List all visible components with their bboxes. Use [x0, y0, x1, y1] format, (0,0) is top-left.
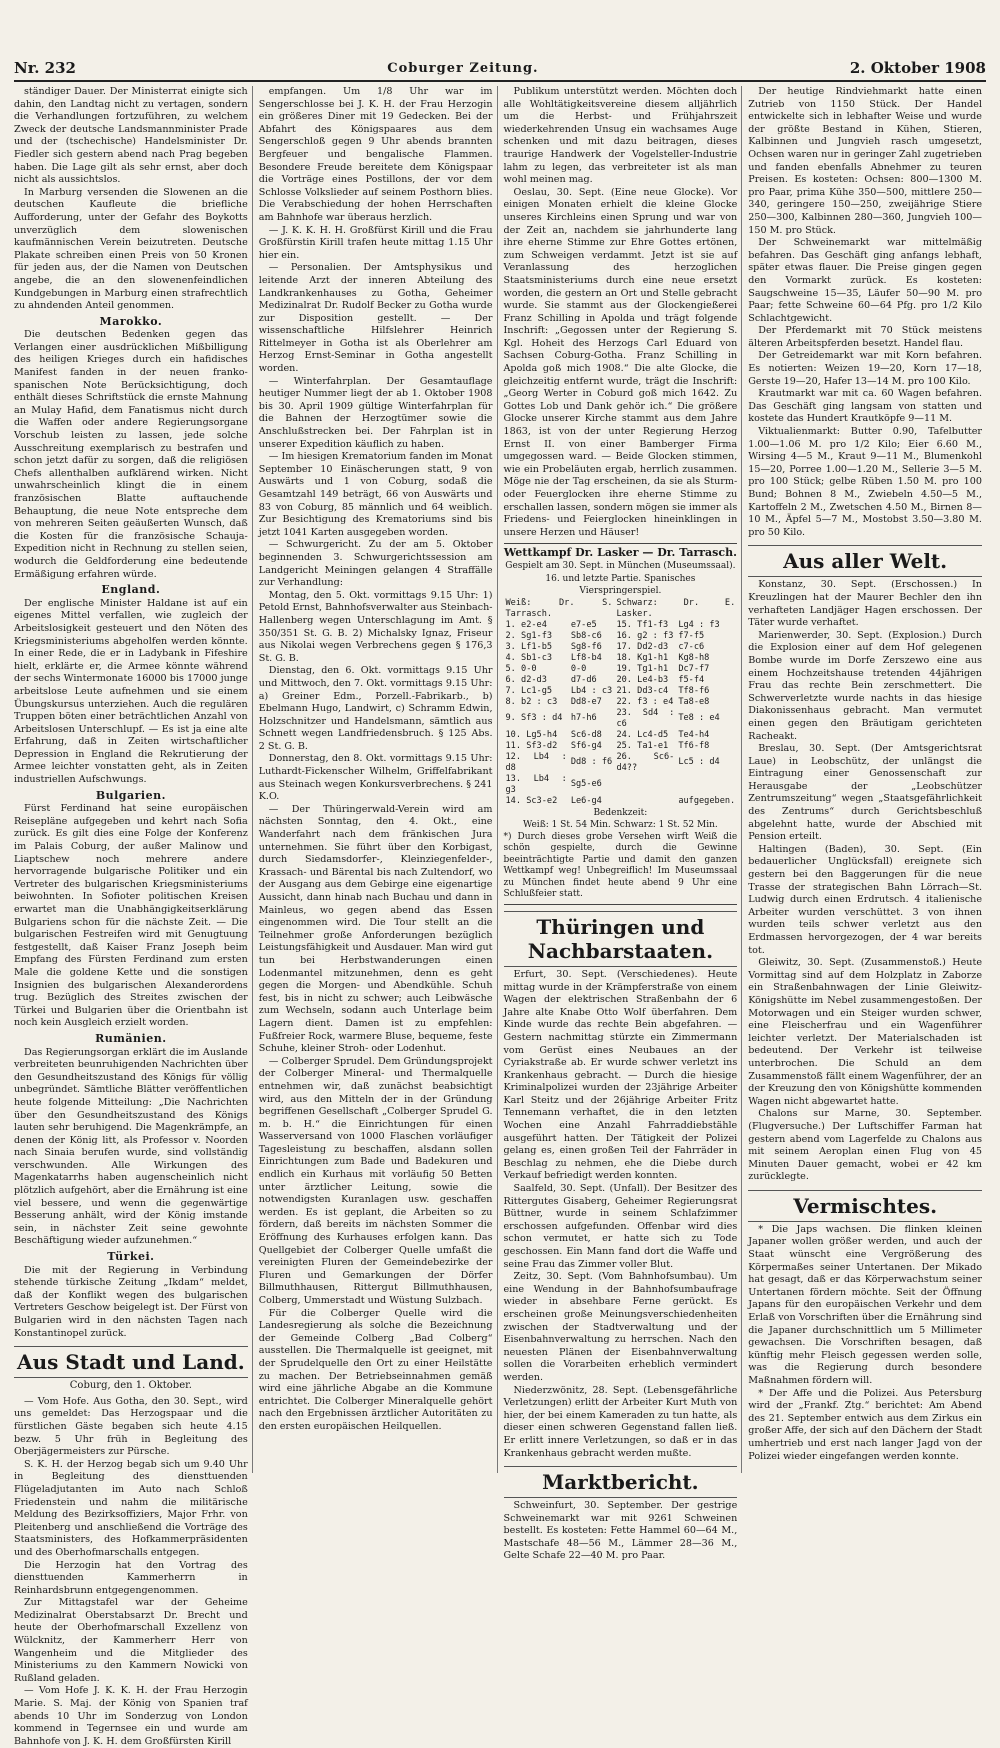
section-heading-bulgarien: Bulgarien.	[95, 788, 166, 802]
article-paragraph: * Die Japs wachsen. Die flinken kleinen Japaner wollen größer werden, und auch der Staat wünscht eine Vergrößerung des Körpermaßes seiner Untertanen. Der Mikado hat gesagt, daß er das Körperwachstum seiner Untertanen fördern möchte. Seit der Öffnung Japans für den europäischen Verkehr und dem Erlaß von Vorschriften über die Ernährung sind die Japaner durchschnittlich um 5 Millimeter gewachsen. Die Vorschriften besagen, daß künftig mehr Fleisch gegessen werden solle, was die Regierung durch besondere Maßnahmen fördern will.	[748, 1223, 982, 1386]
chess-white-player: Weiß: Dr. S. Tarrasch.	[505, 597, 613, 619]
chess-move-cell: 5. 0-0	[505, 663, 537, 674]
chess-move-cell: f7-f5	[678, 630, 705, 641]
article-paragraph: Chalons sur Marne, 30. September. (Flugversuche.) Der Luftschiffer Farman hat gestern abend vom Lagerfelde zu Chalons aus mit seinem Aeroplan einen Flug von 45 Minuten Dauer gemacht, wobei er 42 km zurücklegte.	[748, 1108, 982, 1183]
section-heading-vermischtes: Vermischtes.	[748, 1190, 982, 1222]
article-paragraph: — Colberger Sprudel. Dem Gründungsprojekt der Colberger Mineral- und Thermalquelle entnehmen wir, daß zunächst beabsichtigt wird, aus den Mitteln der in der Gründung begriffenen Gesellschaft „Colberger Sprudel G. m. b. H.“ die Einrichtungen für einen Wasserversand von 1000 Flaschen vorläufiger Tagesleistung zu beschaffen, alsdann sollen Einrichtungen zum Bade und Badekuren und endlich ein Kurhaus mit vorläufig 50 Betten unter ärztlicher Leitung, sowie die notwendigsten Kuranlagen usw. geschaffen werden. Es ist geplant, die Arbeiten so zu fördern, daß bereits im nächsten Sommer die Eröffnung des Kurhauses erfolgen kann. Das Quellgebiet der Colberger Quelle umfaßt die vereinigten Fluren der Gemeindebezirke der Fluren und Gemarkungen der Dörfer Billmuthhausen, Rittergut Billmuthhausen, Colberg, Ummerstadt und Wüstung Sulzbach.	[258, 1055, 493, 1306]
issue-date: 2. Oktober 1908	[849, 59, 986, 77]
chess-move-cell: Lc5 : d4	[678, 757, 720, 768]
article-paragraph: Die Herzogin hat den Vortrag des diensttuenden Kammerherrn in Reinhardsbrunn entgegengenommen.	[14, 1559, 248, 1596]
article-paragraph: — Vom Hofe. Aus Gotha, den 30. Sept., wird uns gemeldet: Das Herzogspaar und die fürstlichen Gäste begaben sich heute 4.15 bezw. 5 Uhr früh in Begleitung des Oberjägermeisters zur Pürsche.	[14, 1395, 248, 1458]
chess-move-cell: c7-c6	[678, 641, 705, 652]
chess-move-cell: 7. Lc1-g5	[505, 685, 553, 696]
chess-move-cell: Dd8 : f6	[570, 757, 613, 768]
section-heading-stadt-land: Aus Stadt und Land.	[14, 1346, 248, 1378]
section-heading-thueringen: Thüringen und Nachbarstaaten.	[504, 911, 738, 967]
article-paragraph: Konstanz, 30. Sept. (Erschossen.) In Kreuzlingen hat der Maurer Bechler den ihn verhafteten Landjäger Hagen erschossen. Der Täter wurde verhaftet.	[748, 579, 982, 629]
column-4	[748, 86, 986, 1473]
chess-move-cell: Sf6-g4	[570, 740, 602, 751]
article-paragraph: — Winterfahrplan. Der Gesamtauflage heutiger Nummer liegt der ab 1. Oktober 1908 bis 30. April 1909 gültige Winterfahrplan für die Bahnen der Herzogtümer sowie die Anschlußstrecken bei. Der Fahrplan ist in unserer Expedition käuflich zu haben.	[258, 375, 493, 450]
article-paragraph: — Vom Hofe J. K. K. H. der Frau Herzogin Marie. S. Maj. der König von Spanien traf abends 10 Uhr im Sonderzug von London kommend in Tegernsee ein und wurde am Bahnhofe von J. K. H. dem Großfürsten Kirill	[14, 1685, 248, 1747]
chess-black-player: Schwarz: Dr. E. Lasker.	[616, 597, 736, 619]
chess-move-cell: 13. Lb4 : g3	[505, 773, 567, 795]
chess-move-cell: Lg4 : f3	[678, 619, 720, 630]
article-paragraph: Zeitz, 30. Sept. (Vom Bahnhofsumbau). Um eine Wendung in der Bahnhofsumbaufrage wieder in absehbare Ferne gerückt. Es erscheinen große Meinungsverschiedenheiten zwischen der Stadtverwaltung und der Eisenbahnverwaltung zu herrschen. Nach den neuesten Plänen der Eisenbahnverwaltung sollen die Vorarbeiten erheblich vermindert werden.	[503, 1271, 738, 1383]
dateline: Coburg, den 1. Oktober.	[69, 1380, 192, 1392]
chess-move-row	[504, 774, 738, 796]
chess-move-cell: 23. Sd4 : c6	[616, 707, 675, 729]
chess-move-row	[504, 653, 738, 664]
chess-info: Gespielt am 30. Sept. in München (Museumssaal).	[505, 560, 736, 571]
chess-move-cell: Sg8-f6	[570, 641, 602, 652]
chess-move-cell: 10. Lg5-h4	[505, 729, 558, 740]
article-paragraph: Der Schweinemarkt war mittelmäßig befahren. Das Geschäft ging anfangs lebhaft, später etwas flauer. Die Preise gingen gegen den Vormarkt zurück. Es kosteten: Saugschweine 15—35, Läufer 50—90 M. pro Paar; fette Schweine 60—64 Pfg. pro 1/2 Kilo Schlachtgewicht.	[748, 237, 982, 324]
article-paragraph: Zur Mittagstafel war der Geheime Medizinalrat Oberstabsarzt Dr. Brecht und heute der Oberhofmarschall Exzellenz von Wülcknitz, der Kammerherr Herr von Wangenheim und die Mitglieder des Ministeriums zu den Kammern Nowicki von Rußland geladen.	[14, 1597, 248, 1684]
article-paragraph: Die deutschen Bedenken gegen das Verlangen einer ausdrücklichen Mißbilligung des heiligen Krieges durch ein hafidisches Manifest fanden in der neuen franko-spanischen Note Berücksichtigung, doch enthält dieses Schriftstück die ernste Mahnung an Mulay Hafid, dem Fanatismus nicht durch die Waffen oder andere Regierungsorgane Vorschub leisten zu lassen, jede solche Ausschreitung exemplarisch zu bestrafen und schon jetzt dafür zu sorgen, daß die religiösen Chefs allenthalben aufklärend wirken. Nicht unwahrscheinlich klingt die in einem französischen Blatte auftauchende Behauptung, die neue Note entspreche dem von mehreren Seiten geäußerten Wunsch, daß die Kosten für die französische Schauja-Expedition nicht in Rechnung zu stellen seien, wodurch die Geldforderung eine bedeutende Ermäßigung erfahren würde.	[14, 329, 248, 580]
chess-move-cell: f5-f4	[678, 674, 705, 685]
chess-move-cell: 8. b2 : c3	[505, 696, 558, 707]
chess-move-cell: 24. Lc4-d5	[616, 729, 669, 740]
masthead	[14, 58, 986, 78]
chess-moves-table	[504, 598, 738, 807]
article-paragraph: Gleiwitz, 30. Sept. (Zusammenstoß.) Heute Vormittag sind auf dem Holzplatz in Zaborze ein Straßenbahnwagen der Linie Gleiwitz-Königshütte im Nebel zusammengestoßen. Der Motorwagen und ein Steiger wurden schwer, eine Fleischerfrau und ein Wagenführer leichter verletzt. Der Materialschaden ist bedeutend. Der Verkehr ist teilweise unterbrochen. Die Schuld an dem Zusammenstoß fällt einem Wagenführer, der an der Kreuzung den von Königshütte kommenden Wagen nicht abgewartet hatte.	[748, 957, 982, 1107]
column-2	[259, 86, 498, 1473]
article-paragraph: Der Getreidemarkt war mit Korn befahren. Es notierten: Weizen 19—20, Korn 17—18, Gerste 19—20, Hafer 13—14 M. pro 100 Kilo.	[748, 350, 982, 387]
column-1	[14, 86, 253, 1747]
issue-number: Nr. 232	[14, 59, 76, 77]
chess-move-cell: Sb8-c6	[570, 630, 602, 641]
article-paragraph: Marienwerder, 30. Sept. (Explosion.) Durch die Explosion einer auf dem Hof gelegenen Bombe wurde im Dorfe Zerszewo eine aus einem Hochzeitshause tretenden 44jährigen Frau das rechte Bein zerschmettert. Die Schwerverletzte wurde nachts in das hiesige Diakonissenhaus gebracht. Man vermutet einen gegen den Bräutigam gerichteten Racheakt.	[748, 629, 982, 742]
chess-move-cell: 20. Le4-b3	[616, 674, 669, 685]
chess-move-cell: 16. g2 : f3	[616, 630, 674, 641]
article-paragraph: Niederzwönitz, 28. Sept. (Lebensgefährliche Verletzungen) erlitt der Arbeiter Kurt Muth von hier, der bei einem Kameraden zu tun hatte, als dieser einen schweren Gegenstand fallen ließ. Er erlitt innere Verletzungen, so daß er in das Krankenhaus gebracht werden mußte.	[503, 1384, 738, 1459]
article-paragraph: Der Pferdemarkt mit 70 Stück meistens älteren Arbeitspferden besetzt. Handel flau.	[748, 325, 982, 349]
chess-move-cell: 19. Tg1-h1	[616, 663, 669, 674]
chess-move-cell: 25. Ta1-e1	[616, 740, 669, 751]
article-paragraph: Haltingen (Baden), 30. Sept. (Ein bedauerlicher Unglücksfall) ereignete sich gestern bei den Baggerungen für die neue Trasse der strategischen Bahn Lörrach—St. Ludwig durch einen Erdrutsch. 4 italienische Arbeiter wurden verschüttet. 3 von ihnen wurden teils schwer verletzt aus den Erdmassen hervorgezogen, der 4 war bereits tot.	[748, 843, 982, 956]
article-paragraph: Fürst Ferdinand hat seine europäischen Reisepläne aufgegeben und kehrt nach Sofia zurück. Es gilt dies eine Folge der Konferenz im Palais Coburg, der außer Malinow und Liaptschew noch mehrere andere hervorragende bulgarische Politiker und ein Vertreter des bulgarischen Kriegsministeriums beiwohnten. In Sofioter politischen Kreisen erwartet man die Unabhängigkeitserklärung Bulgariens schon für die nächste Zeit. — Die bulgarischen Festreifen wird mit Genugtuung festgestellt, daß Kaiser Franz Joseph beim Empfang des Fürsten Ferdinand zum ersten Male die goldene Kette und die sonstigen Insignien des bulgarischen Alexanderordens trug. Bezüglich des Streites zwischen der Türkei und Bulgarien über die Orientbahn ist noch kein Ausgleich erzielt worden.	[14, 803, 248, 1029]
chess-move-cell: 1. e2-e4	[505, 619, 547, 630]
chess-move-cell: 14. Sc3-e2	[505, 795, 558, 806]
chess-move-cell: Kg8-h8	[678, 652, 710, 663]
article-paragraph: — Im hiesigen Krematorium fanden im Monat September 10 Einäscherungen statt, 9 von Auswärts und 1 von Coburg, sodaß die Gesamtzahl 149 beträgt, 66 von Auswärts und 83 von Coburg, 85 männlich und 64 weiblich. Zur Besichtigung des Krematoriums sind bis jetzt 1041 Karten ausgegeben worden.	[258, 451, 493, 538]
article-paragraph: S. K. H. der Herzog begab sich um 9.40 Uhr in Begleitung des diensttuenden Flügeladjutanten im Auto nach Schloß Friedenstein und nahm die militärische Meldung des Bezirksoffiziers, Major Frhr. von Pleitenberg und anschließend die Vorträge des Staatsministers, des Hofkammerpräsidenten und des Oberhofmarschalls entgegen.	[14, 1458, 248, 1558]
chess-move-cell: 12. Lb4 : d8	[505, 751, 567, 773]
chess-move-cell: 17. Dd2-d3	[616, 641, 669, 652]
article-paragraph: Donnerstag, den 8. Okt. vormittags 9.15 Uhr: Luthardt-Fickenscher Wilhelm, Griffelfabrikant aus Steinach wegen Konkursverbrechens. § 241 K.O.	[258, 753, 493, 803]
chess-players-row	[504, 598, 738, 620]
chess-move-cell	[614, 796, 676, 807]
chess-move-cell: 18. Kg1-h1	[616, 652, 669, 663]
chess-move-cell	[676, 774, 737, 796]
article-paragraph: — J. K. K. H. H. Großfürst Kirill und die Frau Großfürstin Kirill trafen heute mittag 1.15 Uhr hier ein.	[258, 224, 493, 261]
section-heading-rumaenien: Rumänien.	[95, 1031, 167, 1045]
chess-move-row	[504, 631, 738, 642]
article-paragraph: Krautmarkt war mit ca. 60 Wagen befahren. Das Geschäft ging langsam von statten und kostete das Hundert Krautköpfe 9—11 M.	[748, 388, 982, 425]
article-paragraph: Oeslau, 30. Sept. (Eine neue Glocke). Vor einigen Monaten erhielt die kleine Glocke unseres Kirchleins einen Sprung und war von der Zeit an, nachdem sie jahrhunderte lang ihre eherne Stimme zur Ehre Gottes ertönen, zum Schweigen verdammt. Jetzt ist sie auf Veranlassung des herzoglichen Staatsministeriums durch eine neue ersetzt worden, die gestern an Ort und Stelle gebracht wurde. Sie stammt aus der Glockengießerei Franz Schilling in Apolda und trägt folgende Inschrift: „Gegossen unter der Regierung S. Kgl. Hoheit des Herzogs Carl Eduard von Sachsen Coburg-Gotha. Franz Schilling in Apolda goß mich 1908.“ Die alte Glocke, die gleichzeitig entfernt wurde, trägt die Inschrift: „Georg Werter in Coburd goß mich 1642. Zu Gottes Lob und Dank gehör ich.“ Die größere Glocke unserer Kirche stammt aus dem Jahre 1863, ist von der unter Regierung Herzog Ernst II. von einer Bamberger Firma umgegossen ward. — Beide Glocken stimmen, wie ein Probeläuten ergab, herrlich zusammen. Möge nie der Tag erscheinen, da sie als Sturm- oder Feuerglocken ihre eherne Stimme zu erschallen lassen, sondern mögen sie immer als Friedens- und Feierglocken hineinklingen in unsere Herzen und Häuser!	[503, 186, 738, 538]
columns	[14, 86, 986, 1747]
article-paragraph: Breslau, 30. Sept. (Der Amtsgerichtsrat Laue) in Leobschütz, der unlängst die Eintragung einer Genossenschaft zur Herausgabe der „Leobschützer Zentrumszeitung“ wegen „Staatsgefährlichkeit des Zentrums“ durch Gerichtsbeschluß abgelehnt hatte, wurde der Abschied mit Pension erteilt.	[748, 743, 982, 843]
chess-move-cell: 26. Sc6-d4??	[616, 751, 675, 773]
article-paragraph: ständiger Dauer. Der Ministerrat einigte sich dahin, den Landtag nicht zu vertagen, sondern die Verhandlungen fortzuführen, zu welchem Zweck der deutsche Landsmannminister Prade und der (tschechische) Handelsminister Dr. Fiedler sich gestern abend nach Prag begeben haben. Die Lage gilt als sehr ernst, aber doch nicht als aussichtslos.	[14, 86, 248, 186]
section-heading-england: England.	[101, 583, 161, 597]
section-heading-marktbericht: Marktbericht.	[504, 1466, 738, 1498]
chess-move-cell: Tf8-f6	[678, 685, 710, 696]
article-paragraph: Für die Colberger Quelle wird die Landesregierung als solche die Bezeichnung der Gemeinde Colberg „Bad Colberg“ ausstellen. Die Thermalquelle ist geeignet, mit der Sprudelquelle den Ort zu einer Heilstätte zu machen. Der Betriebseinnahmen gemäß wird eine jährliche Abgabe an die Kommune entrichtet. Die Colberger Mineralquelle gehört nach den Ergebnissen ärztlicher Autoritäten zu den ersten europäischen Heilquellen.	[258, 1307, 493, 1432]
chess-move-cell: 0-0	[570, 663, 587, 674]
chess-move-row	[504, 697, 738, 708]
chess-move-cell: 15. Tf1-f3	[616, 619, 669, 630]
chess-match-box	[504, 543, 738, 905]
article-paragraph: Publikum unterstützt werden. Möchten doch alle Wohltätigkeitsvereine diesem alljährlich um die Herbst- und Frühjahrszeit wiederkehrenden Unsug ein wachsames Auge schenken und mit dazu beitragen, dieses traurige Handwerk der Vogelsteller-Industrie lahm zu legen, das verbreiteter ist als man wohl meinen mag.	[503, 86, 738, 186]
article-paragraph: In Marburg versenden die Slowenen an die deutschen Kaufleute die briefliche Aufforderung, unter der Gefahr des Boykotts unverzüglich dem slowenischen kaufmännischen Verein beizutreten. Deutsche Plakate schreiben einen Preis von 50 Kronen für jeden aus, der die Namen von Deutschen angebe, die an den slowenenfeindlichen Kundgebungen in Marburg einen strafrechtlich zu ahndenden Anteil genommen.	[14, 186, 248, 312]
chess-move-cell: Sc6-d8	[570, 729, 602, 740]
chess-move-cell: Sg5-e6	[570, 779, 602, 790]
article-paragraph: Dienstag, den 6. Okt. vormittags 9.15 Uhr und Mittwoch, den 7. Okt. vormittags 9.15 Uhr: a) Greiner Edm., Porzell.-Fabrikarb., b) Ebelmann Hugo, Landwirt, c) Schramm Edwin, Holzschnitzer und Handelsmann, sämtlich aus Schnett wegen Landfriedensbruch. § 125 Abs. 2 St. G. B.	[258, 665, 493, 752]
section-heading-tuerkei: Türkei.	[107, 1250, 155, 1264]
chess-move-cell: Ta8-e8	[678, 696, 710, 707]
chess-move-cell: Te4-h4	[678, 729, 710, 740]
chess-move-cell: 3. Lf1-b5	[505, 641, 553, 652]
masthead-rule	[14, 80, 986, 82]
chess-move-cell: e7-e5	[570, 619, 597, 630]
chess-move-row	[504, 730, 738, 741]
section-heading-aus-aller-welt: Aus aller Welt.	[748, 545, 982, 577]
chess-info: 16. und letzte Partie. Spanisches Vierspringerspiel.	[545, 573, 696, 597]
chess-time: Weiß: 1 St. 54 Min. Schwarz: 1 St. 52 Min.	[522, 820, 718, 831]
chess-move-cell: Dd8-e7	[570, 696, 602, 707]
chess-move-cell: Dc7-f7	[678, 663, 710, 674]
article-paragraph: Schweinfurt, 30. September. Der gestrige Schweinemarkt war mit 9261 Schweinen bestellt. Es kosteten: Fette Hammel 60—64 M., Mastschafe 48—56 M., Lämmer 28—36 M., Gelte Schafe 22—40 M. pro Paar.	[503, 1500, 738, 1562]
chess-move-row	[504, 686, 738, 697]
chess-move-cell: 2. Sg1-f3	[505, 630, 553, 641]
article-paragraph: — Der Thüringerwald-Verein wird am nächsten Sonntag, den 4. Okt., eine Wanderfahrt nach dem fränkischen Jura unternehmen. Sie führt über den Korbigast, durch Siedamsdorfer-, Kleinziegenfelder-, Krassach- und Bärental bis nach Zultendorf, wo der Ausgang aus dem Gebirge eine eigenartige Aussicht, dann hinab nach Buchau und dann in Mainleus, wo gegen abend das Essen eingenommen wird. Die Tour stellt an die Teilnehmer große Anforderungen bezüglich Leistungsfähigkeit und Ausdauer. Man wird gut tun bei Herbstwanderungen einen Lodenmantel mitzunehmen, denn es geht gegen die Morgen- und Abendkühle. Schuh fest, bis in nicht zu schwer; auch Leibwäsche zum Wechseln, sodann auch Unterlage beim Lagern dient. Damen ist zu empfehlen: Fußfreier Rock, warmere Bluse, bequeme, feste Schuhe, kleiner Stroh- oder Lodenhut.	[258, 803, 493, 1055]
chess-move-cell: 11. Sf3-d2	[505, 740, 558, 751]
chess-title: Wettkampf Dr. Lasker — Dr. Tarrasch.	[503, 546, 737, 560]
chess-move-cell: 6. d2-d3	[505, 674, 547, 685]
chess-move-cell: Lb4 : c3	[570, 685, 613, 696]
chess-note: *) Durch dieses grobe Versehen wirft Weiß die schön gespielte, durch die Gewinne beeinträchtigte Partie und damit den ganzen Wettkampf weg! Unbegreiflich! Im Museumssaal zu München findet heute abend 9 Uhr eine Schlußfeier statt.	[503, 831, 738, 900]
chess-move-cell: d7-d6	[570, 674, 597, 685]
article-paragraph: Erfurt, 30. Sept. (Verschiedenes). Heute mittag wurde in der Krämpferstraße von einem Wagen der elektrischen Straßenbahn der 6 Jahre alte Knabe Otto Wolf überfahren. Dem Kinde wurde das rechte Bein abgefahren. — Gestern nachmittag stürzte ein Zimmermann vom Gerüst eines Neubaues an der Cyriakstraße ab. Er wurde schwer verletzt ins Krankenhaus gebracht. — Durch die hiesige Kriminalpolizei wurden der 23jährige Arbeiter Karl Steitz und der 26jährige Arbeiter Fritz Tennemann verhaftet, die in den letzten Wochen eine Anzahl Fahrraddiebstähle ausgeführt hatten. Der Tätigkeit der Polizei gelang es, einen großen Teil der Fahrräder in Beschlag zu nehmen, ehe die Diebe durch Verkauf befriedigt werden konnten.	[503, 968, 738, 1182]
chess-move-row	[504, 620, 738, 631]
chess-move-cell: 9. Sf3 : d4	[505, 713, 563, 724]
section-heading-marokko: Marokko.	[99, 314, 163, 328]
chess-move-cell	[614, 774, 676, 796]
chess-time-label: Bedenkzeit:	[593, 807, 648, 818]
chess-move-cell: h7-h6	[570, 713, 597, 724]
article-paragraph: * Der Affe und die Polizei. Aus Petersburg wird der „Frankf. Ztg.“ berichtet: Am Abend des 21. September entwich aus dem Zirkus ein großer Affe, der sich auf den Dächern der Stadt umhertrieb und erst nach langer Jagd von der Polizei wieder eingefangen werden konnte.	[748, 1387, 982, 1462]
article-paragraph: Montag, den 5. Okt. vormittags 9.15 Uhr: 1) Petold Ernst, Bahnhofsverwalter aus Steinbach-Hallenberg wegen Unterschlagung im Amt. § 350/351 St. G. B. 2) Michalsky Ignaz, Friseur aus Nikolai wegen Verbrechens gegen § 176,3 St. G. B.	[258, 589, 493, 664]
chess-move-cell: 4. Sb1-c3	[505, 652, 553, 663]
article-paragraph: Viktualienmarkt: Butter 0.90, Tafelbutter 1.00—1.06 M. pro 1/2 Kilo; Eier 6.60 M., Wirsing 4—5 M., Kraut 9—11 M., Blumenkohl 15—20, Porree 1.00—1.20 M., Sellerie 3—5 M. pro 100 Stück; gelbe Rüben 1.50 M. pro 100 Bund; Bohnen 8 M., Zwiebeln 4.50—5 M., Kartoffeln 2 M., Zwetschen 4.50 M., Birnen 8—10 M., Äpfel 5—7 M., Mostobst 3.50—3.80 M. pro 50 Kilo.	[748, 426, 982, 538]
chess-move-row	[504, 675, 738, 686]
chess-move-row	[504, 796, 738, 807]
chess-move-row	[504, 752, 738, 774]
article-paragraph: Die mit der Regierung in Verbindung stehende türkische Zeitung „Ikdam“ meldet, daß der Konflikt wegen des bulgarischen Vertreters Geschow beigelegt ist. Der Fürst von Bulgarien wird in den nächsten Tagen nach Konstantinopel zurück.	[14, 1264, 248, 1339]
chess-move-row	[504, 708, 738, 730]
chess-move-row	[504, 741, 738, 752]
article-paragraph: empfangen. Um 1/8 Uhr war im Sengerschlosse bei J. K. H. der Frau Herzogin ein größeres Diner mit 19 Gedecken. Bei der Abfahrt des Königspaares aus dem Sengerschloß gegen 9 Uhr abends brannten Bergfeuer und bengalische Flammen. Besondere Freude bereitete dem Königspaar die Vorträge eines Postillons, der vor dem Schlosse Volkslieder auf seinem Posthorn blies. Die Verabschiedung der hohen Herrschaften am Bahnhofe war überaus herzlich.	[258, 86, 493, 223]
article-paragraph: Das Regierungsorgan erklärt die im Auslande verbreiteten beunruhigenden Nachrichten über den Gesundheitszustand des Königs für völlig unbegründet. Sämtliche Blätter veröffentlichen heute folgende Mitteilung: „Die Nachrichten über den Gesundheitszustand des Königs lauten sehr beruhigend. Die Magenkrämpfe, an denen der König litt, als Professor v. Noorden nach Sinaia berufen wurde, sind vollständig verschwunden. Alle Wirkungen des Magenkatarrhs haben augenscheinlich nicht plötzlich aufgehört, aber die Ernährung ist eine viel bessere, und wenn die gegenwärtige Besserung anhält, wird der König imstande sein, in nächster Zeit seine gewohnte Beschäftigung wieder aufzunehmen.“	[14, 1046, 248, 1247]
article-paragraph: Saalfeld, 30. Sept. (Unfall). Der Besitzer des Rittergutes Gisaberg, Geheimer Regierungsrat Büttner, wurde in seinem Schlafzimmer erschossen aufgefunden. Offenbar wird dies schon vermutet, er hatte sich zu Tode geschossen. Ein Mann fand dort die Waffe und seine Frau das Zimmer voller Blut.	[503, 1183, 738, 1270]
column-3	[503, 86, 743, 1562]
article-paragraph: Der heutige Rindviehmarkt hatte einen Zutrieb von 1150 Stück. Der Handel entwickelte sich in lebhafter Weise und wurde der größte Bestand in Kühen, Stieren, Kalbinnen und Jungvieh rasch umgesetzt, Ochsen waren nur in geringer Zahl zugetrieben und fanden ebenfalls Abnehmer zu teuren Preisen. Es kosteten: Ochsen: 800—1300 M. pro Paar, prima Kühe 350—500, mittlere 250—340, geringere 150—250, zweijährige Stiere 250—300, Kalbinnen 280—360, Jungvieh 100—150 M. pro Stück.	[748, 86, 982, 236]
chess-move-cell: 21. Dd3-c4	[616, 685, 669, 696]
chess-move-row	[504, 642, 738, 653]
chess-move-cell: aufgegeben.	[678, 795, 736, 806]
chess-move-cell: 22. f3 : e4	[616, 696, 674, 707]
article-paragraph: — Schwurgericht. Zu der am 5. Oktober beginnenden 3. Schwurgerichtssession am Landgericht Meiningen gelangen 4 Straffälle zur Verhandlung:	[258, 539, 493, 589]
chess-move-row	[504, 664, 738, 675]
article-paragraph: Der englische Minister Haldane ist auf ein eigenes Mittel verfallen, wie zugleich der Arbeitslosigkeit gesteuert und den Nöten des Kriegsministeriums abgeholfen werden könnte. In einer Rede, die er in Ladybank in Fifeshire hielt, erklärte er, die Armee könnte während der sechs Wintermonate 16000 bis 17000 junge arbeitslose Leute aufnehmen und sie einem Übungskursus unterziehen. Auch die regulären Truppen böten einer beträchtlichen Anzahl von Arbeitslosen Unterschlupf. — Es ist ja eine alte Erfahrung, daß in Zeiten wirtschaftlicher Depression in England die Rekrutierung der Armee leichter vonstatten geht, als in Zeiten industriellen Aufschwungs.	[14, 597, 248, 786]
newspaper-title: Coburger Zeitung.	[387, 60, 539, 76]
article-paragraph: — Personalien. Der Amtsphysikus und leitende Arzt der inneren Abteilung des Landkrankenhauses zu Gotha, Geheimer Medizinalrat Dr. Rudolf Becker zu Gotha wurde zur Disposition gestellt. — Der wissenschaftliche Hilfslehrer Heinrich Rittelmeyer in Gotha ist als Oberlehrer am Herzog Ernst-Seminar in Gotha angestellt worden.	[258, 262, 493, 375]
chess-move-cell: Tf6-f8	[678, 740, 710, 751]
chess-move-cell: Lf8-b4	[570, 652, 602, 663]
chess-move-cell: Te8 : e4	[678, 713, 720, 724]
chess-move-cell: Le6-g4	[570, 795, 602, 806]
